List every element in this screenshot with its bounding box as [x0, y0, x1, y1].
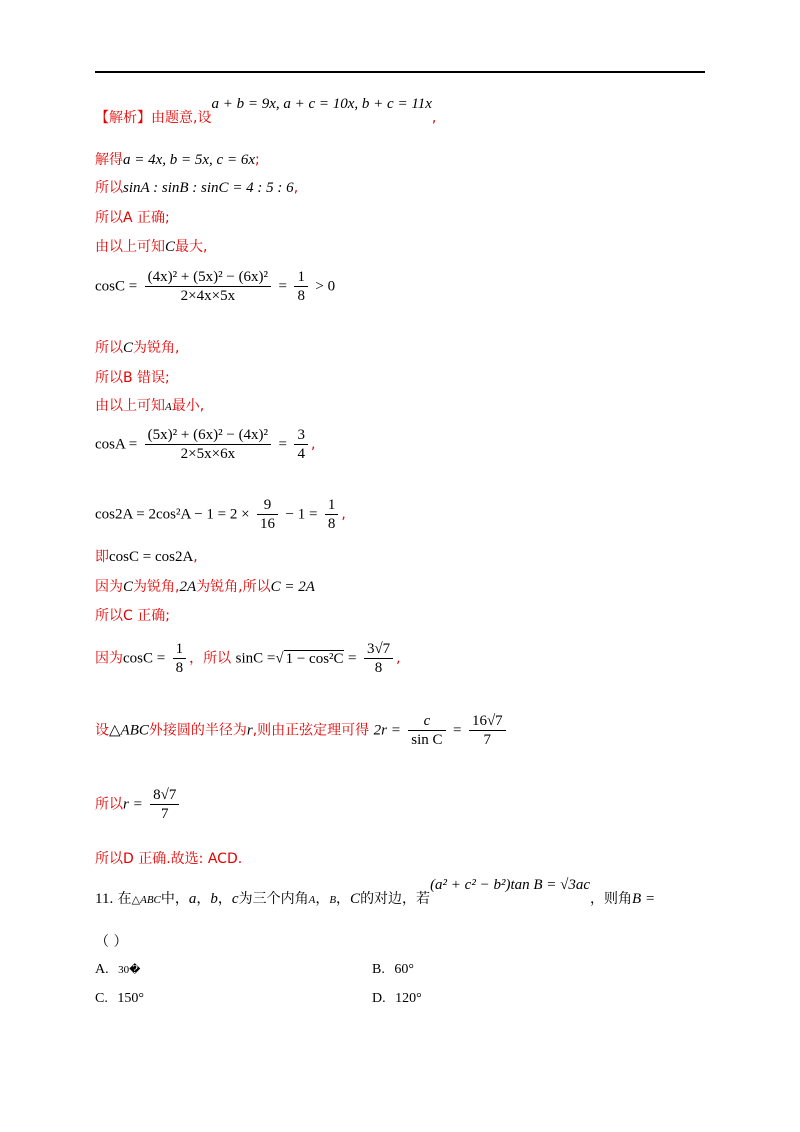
setup-equations: a + b = 9x, a + c = 10x, b + c = 11x	[211, 96, 432, 112]
analysis-line-18: 所以D 正确.故选: ACD.	[95, 851, 243, 867]
option-a[interactable]: A. 30�	[95, 962, 141, 977]
analysis-line-14: 所以C 正确;	[95, 608, 170, 624]
analysis-line-16: 设△ABC外接圆的半径为r,则由正弦定理可得 2r = $\frac{c}{\text{sin C}}$ = $\frac{16√7}{7}$	[95, 712, 509, 749]
option-d[interactable]: D. 120°	[372, 991, 422, 1006]
analysis-line-3: 所以sinA : sinB : sinC = 4 : 5 : 6,	[95, 180, 299, 196]
answer-paren: （ ）	[95, 934, 128, 950]
analysis-line-4: 所以A 正确;	[95, 210, 170, 226]
analysis-line-15: 因为cosC = $\frac{1}{8}$ ，所以 sinC =√ 1 − cos²C = $\frac{3√7}{8}$ ,	[95, 641, 401, 676]
analysis-line-2: 解得a = 4x, b = 5x, c = 6x;	[95, 152, 260, 168]
cosC-formula: cosC = $\frac{\text{(4x)² + (5x)² − (6x)²}}{2\times 4x\times 5x}$ = $\frac{1}{8}$ > 0	[95, 269, 336, 304]
cosA-formula: cosA = $\frac{\text{(5x)² + (6x)² − (4x)²}}{2\times 5x\times 6x}$ = $\frac{3}{4}$ ,	[95, 427, 316, 462]
cos2A-formula: cos2A = 2cos²A − 1 = 2 × $\frac{9}{16}$ − 1 = $\frac{1}{8}$ ,	[95, 497, 346, 532]
question-11: 11. 在△ABC中，a，b，c为三个内角A，B，C的对边，若(a² + c² − b²)tan B = √3ac，则角B =	[95, 877, 656, 907]
question-condition: (a² + c² − b²)tan B = √3ac	[430, 877, 591, 893]
analysis-line-8: 所以B 错误;	[95, 370, 170, 386]
analysis-line-9: 由以上可知A最小,	[95, 398, 205, 414]
analysis-label: 【解析】	[95, 110, 151, 126]
header-rule	[95, 71, 705, 73]
analysis-line-1: 【解析】由题意,设a + b = 9x, a + c = 10x, b + c = 11x,	[95, 96, 437, 126]
analysis-line-17: 所以r = $\frac{8√7}{7}$	[95, 786, 182, 823]
option-b[interactable]: B. 60°	[372, 962, 414, 977]
analysis-line-13: 因为C为锐角,2A为锐角,所以C = 2A	[95, 579, 315, 595]
question-number: 11.	[95, 891, 114, 907]
analysis-line-12: 即cosC = cos2A,	[95, 549, 198, 565]
analysis-line-7: 所以C为锐角,	[95, 340, 180, 356]
analysis-line-5: 由以上可知C最大,	[95, 239, 208, 255]
option-c[interactable]: C. 150°	[95, 991, 144, 1006]
